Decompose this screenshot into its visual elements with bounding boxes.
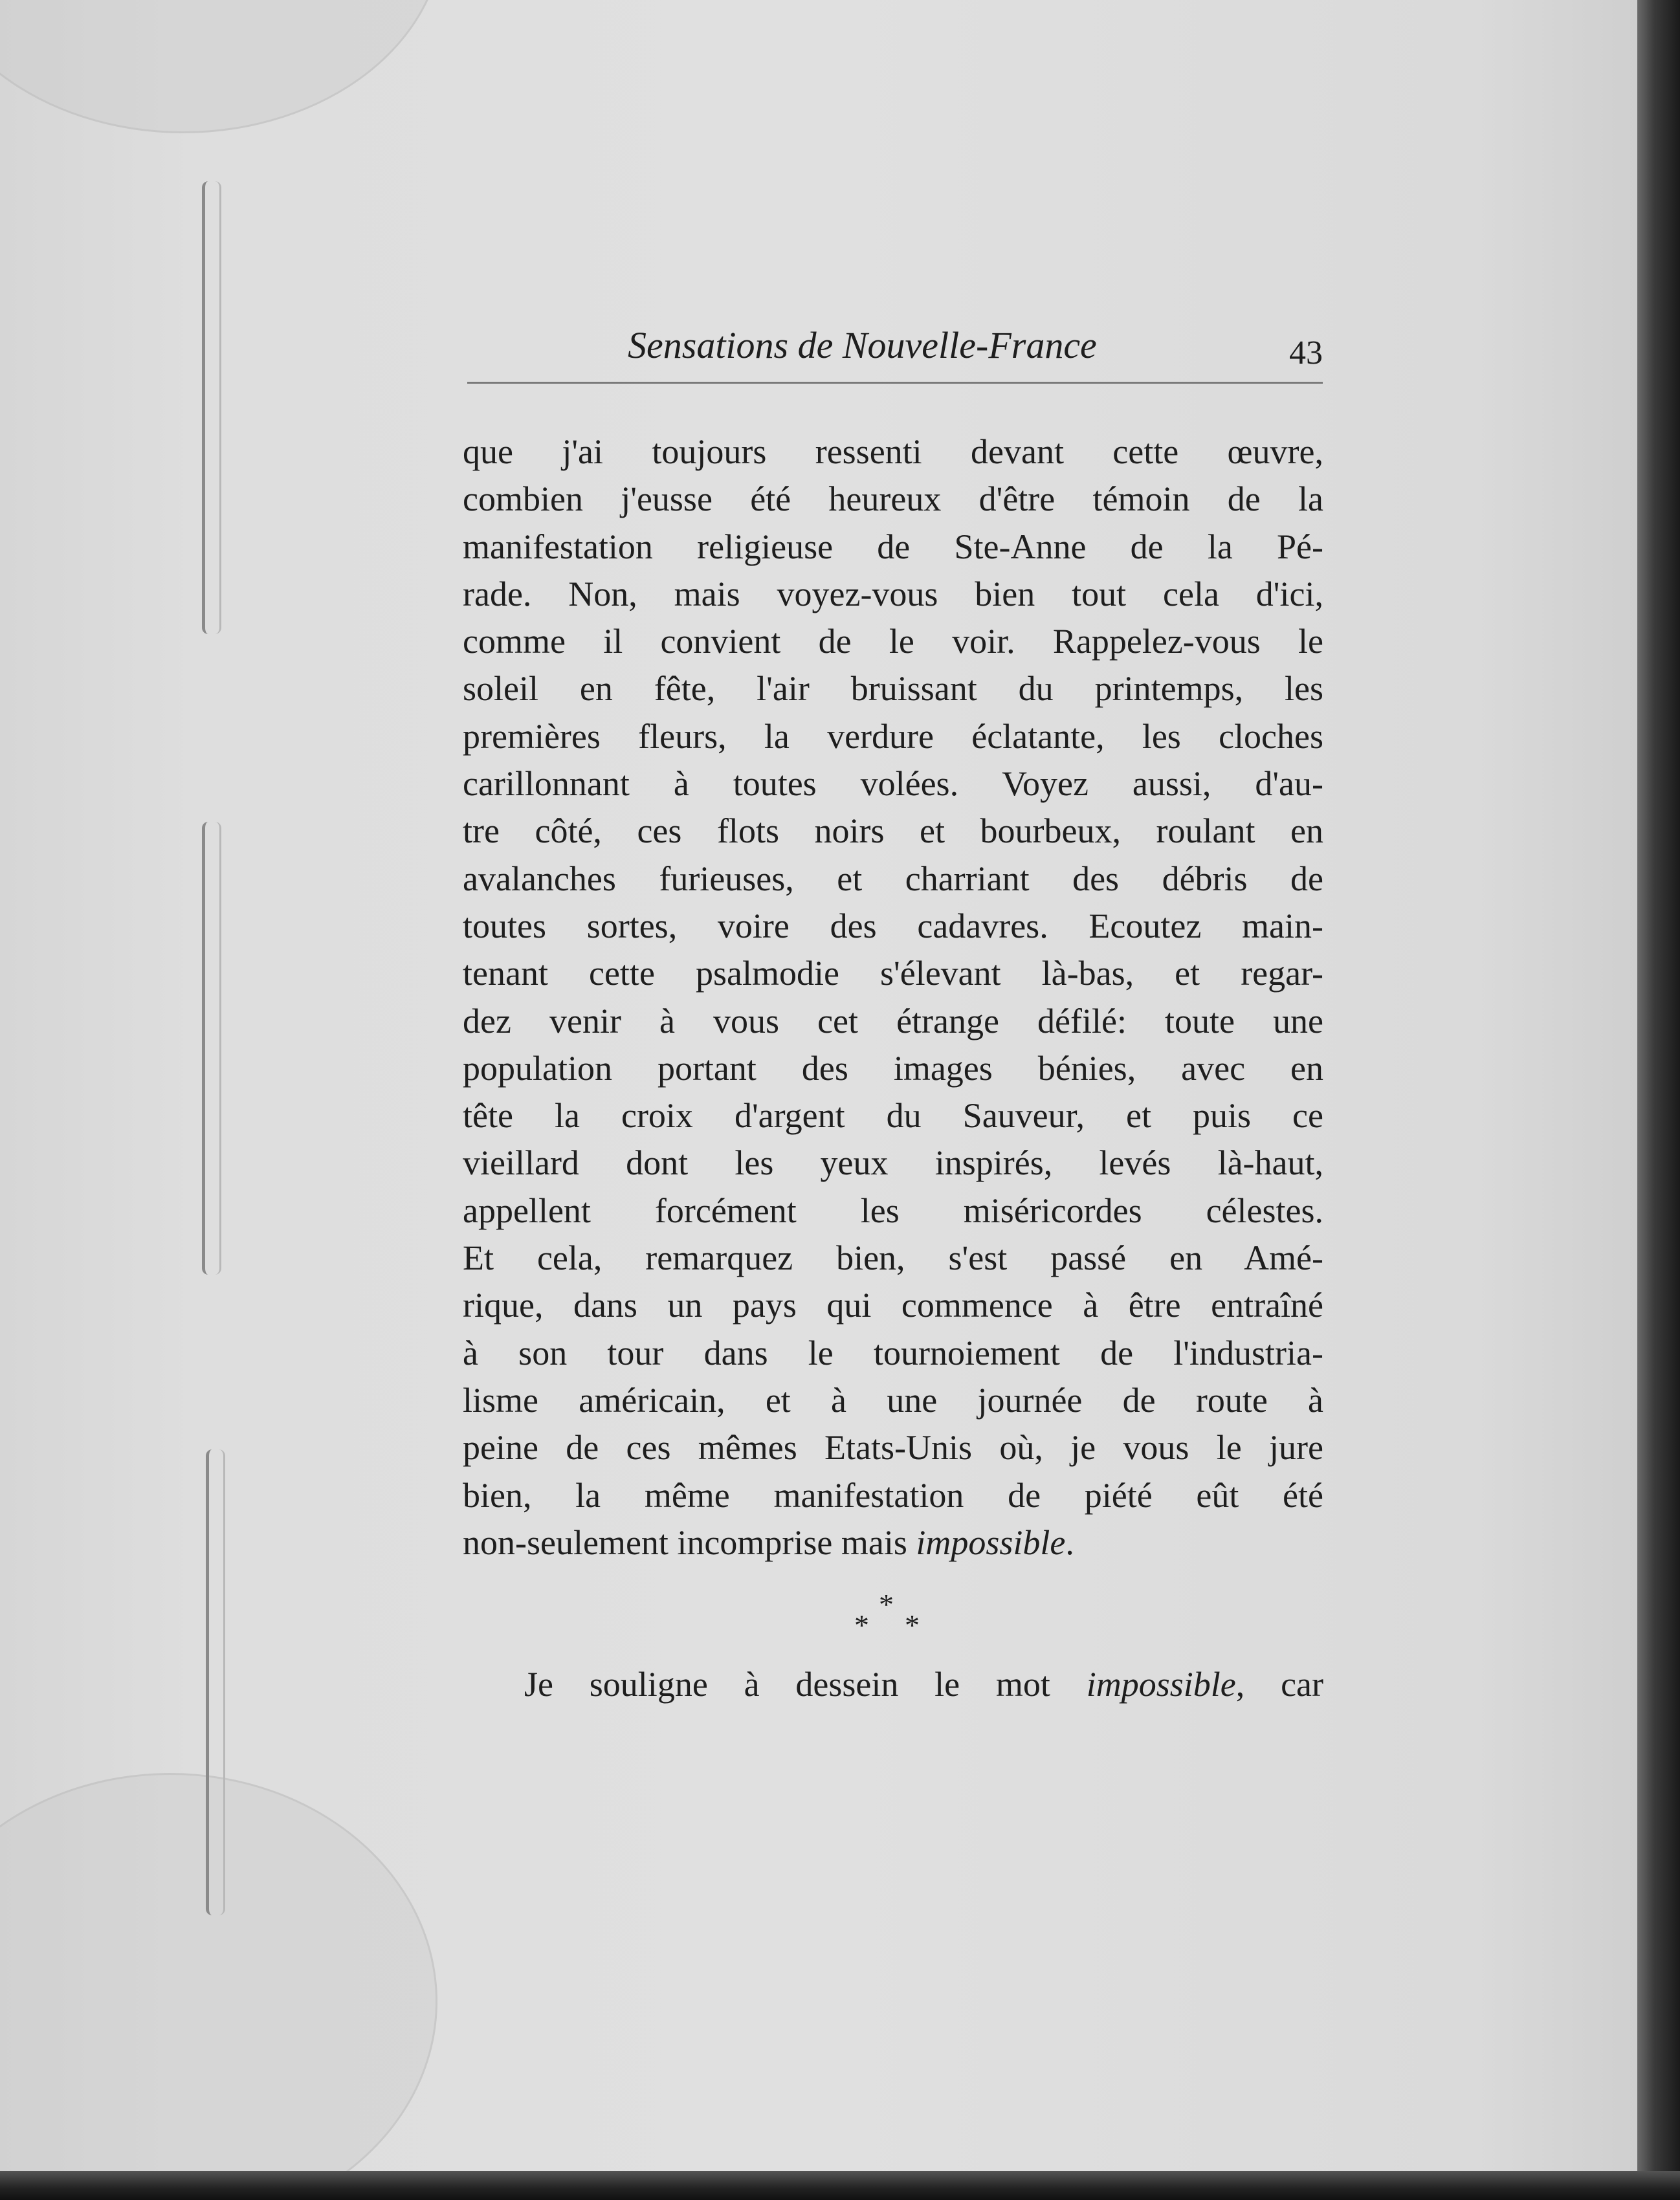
text-line: appellent forcément les miséricordes célestes.	[463, 1191, 1323, 1230]
text-line: population portant des images bénies, avec en	[463, 1048, 1323, 1088]
running-header	[467, 317, 1323, 384]
text-line: comme il convient de le voir. Rappelez-vous le	[463, 622, 1323, 661]
next-paragraph	[524, 1664, 1323, 1704]
text-line: rique, dans un pays qui commence à être entraîné	[463, 1286, 1323, 1325]
text-line: vieillard dont les yeux inspirés, levés là-haut,	[463, 1143, 1323, 1183]
text-line: tête la croix d'argent du Sauveur, et puis ce	[463, 1096, 1323, 1136]
text-segment: Je souligne à dessein le mot	[524, 1665, 1050, 1704]
text-line: toutes sortes, voire des cadavres. Ecoutez main-	[463, 906, 1323, 945]
water-stain-top	[0, 0, 444, 133]
asterism-star: *	[879, 1588, 894, 1621]
text-segment: , car	[1235, 1665, 1323, 1704]
text-segment: non-seulement incomprise mais	[463, 1523, 907, 1562]
page-number: 43	[1289, 335, 1323, 371]
text-line: que j'ai toujours ressenti devant cette œuvre,	[463, 432, 1323, 471]
text-line: carillonnant à toutes volées. Voyez aussi, d'au-	[463, 764, 1323, 804]
binding-mark	[202, 822, 221, 1275]
text-line: peine de ces mêmes Etats-Unis où, je vous le jure	[463, 1428, 1323, 1468]
book-edge-right	[1637, 0, 1680, 2200]
running-title: Sensations de Nouvelle-France	[628, 324, 1097, 366]
body-paragraph	[463, 428, 1323, 1567]
text-line: avalanches furieuses, et charriant des débris de	[463, 859, 1323, 898]
italic-word: impossible	[1086, 1665, 1236, 1704]
text-line: bien, la même manifestation de piété eût été	[463, 1475, 1323, 1515]
text-line: soleil en fête, l'air bruissant du printemps, les	[463, 669, 1323, 709]
binding-mark	[202, 181, 221, 634]
text-line: rade. Non, mais voyez-vous bien tout cela d'ici,	[463, 574, 1323, 613]
text-line: premières fleurs, la verdure éclatante, les cloches	[463, 716, 1323, 756]
text-line: lisme américain, et à une journée de route à	[463, 1380, 1323, 1420]
asterism-star: *	[854, 1609, 869, 1642]
text-line-last	[463, 1519, 1323, 1567]
text-line: à son tour dans le tournoiement de l'industria-	[463, 1333, 1323, 1372]
binding-mark	[206, 1449, 225, 1915]
text-line: combien j'eusse été heureux d'être témoin de la	[463, 479, 1323, 519]
text-line: manifestation religieuse de Ste-Anne de la Pé-	[463, 527, 1323, 566]
text-line: dez venir à vous cet étrange défilé: toute une	[463, 1001, 1323, 1040]
asterism-star: *	[905, 1609, 920, 1642]
text-line: Et cela, remarquez bien, s'est passé en Amé-	[463, 1238, 1323, 1278]
text-line: tenant cette psalmodie s'élevant là-bas, et regar-	[463, 954, 1323, 993]
italic-word: impossible	[916, 1523, 1066, 1562]
asterism-ornament	[841, 1588, 945, 1642]
text-line: tre côté, ces flots noirs et bourbeux, roulant en	[463, 811, 1323, 851]
book-edge-bottom	[0, 2171, 1680, 2200]
text-segment: .	[1065, 1523, 1074, 1562]
